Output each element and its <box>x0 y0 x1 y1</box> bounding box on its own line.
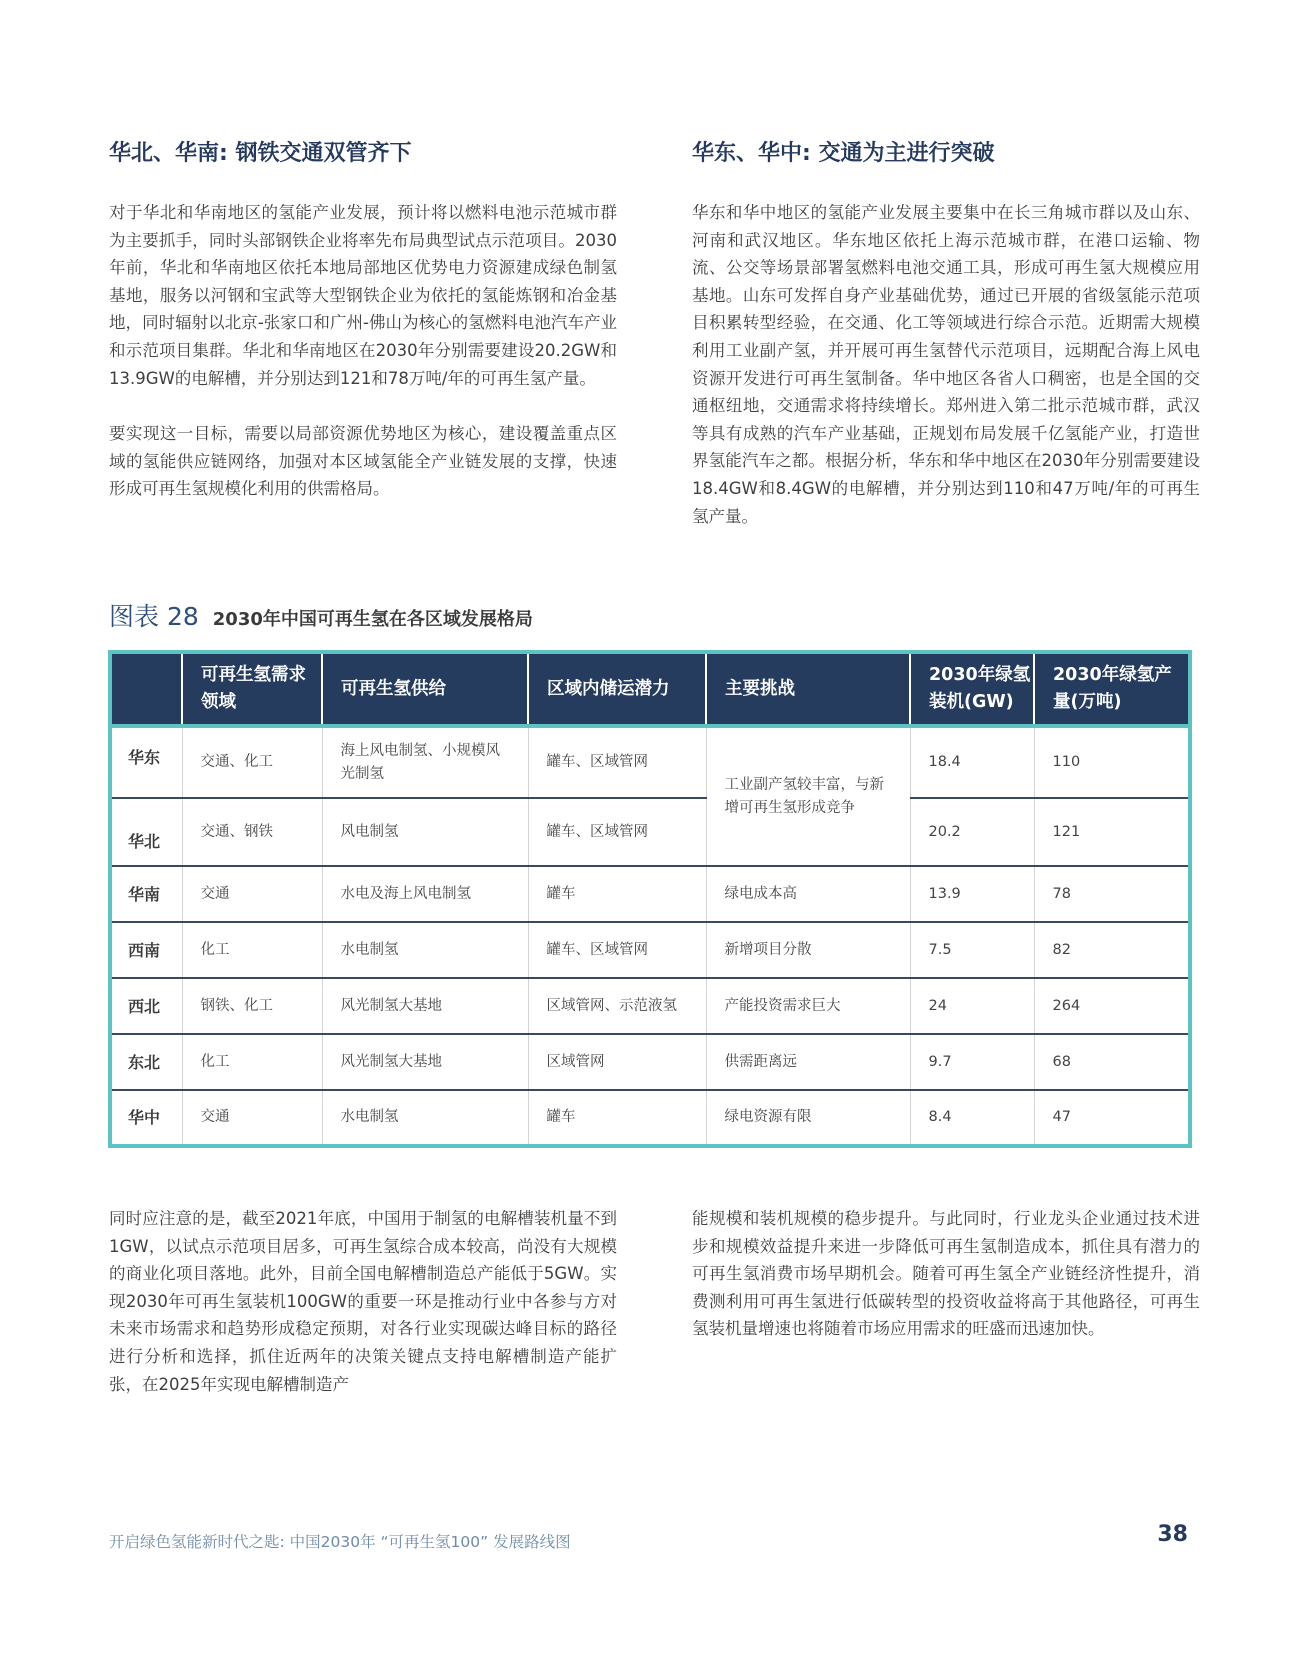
cell-capacity: 7.5 <box>910 922 1034 978</box>
header-challenge: 主要挑战 <box>706 654 910 726</box>
footer-title: 开启绿色氢能新时代之匙: 中国2030年 “可再生氢100” 发展路线图 <box>109 1533 571 1551</box>
table-row <box>112 866 1188 922</box>
cell-region: 华东 <box>128 748 161 767</box>
cell-region: 华中 <box>112 1090 182 1144</box>
cell-demand: 交通、钢铁 <box>182 798 322 866</box>
cell-supply: 水电制氢 <box>322 922 528 978</box>
cell-demand: 交通 <box>182 1090 322 1144</box>
region-table <box>108 650 1192 1148</box>
table-row <box>112 726 1188 798</box>
cell-capacity: 24 <box>910 978 1034 1034</box>
section-heading-east-central: 华东、华中: 交通为主进行突破 <box>692 141 995 166</box>
header-storage: 区域内储运潜力 <box>528 654 706 726</box>
table-row <box>112 798 1188 866</box>
cell-supply: 风电制氢 <box>322 798 528 866</box>
cell-region: 华北 <box>112 798 182 866</box>
cell-storage: 罐车 <box>528 866 706 922</box>
cell-supply: 海上风电制氢、小规模风光制氢 <box>322 726 528 798</box>
paragraph: 对于华北和华南地区的氢能产业发展，预计将以燃料电池示范城市群为主要抓手，同时头部钢铁企业将率先布局典型试点示范项目。2030年前，华北和华南地区依托本地局部地区优势电力资源建成绿色制氢基地，服务以河钢和宝武等大型钢铁企业为依托的氢能炼钢和冶金基地，同时辐射以北京-张家口和广州-佛山为核心的氢燃料电池汽车产业和示范项目集群。华北和华南地区在2030年分别需要建设20.2GW和13.9GW的电解槽，并分别达到121和78万吨/年的可再生氢产量。 <box>109 203 617 388</box>
cell-capacity: 9.7 <box>910 1034 1034 1090</box>
cell-demand: 化工 <box>182 922 322 978</box>
cell-output: 264 <box>1034 978 1188 1034</box>
cell-challenge: 工业副产氢较丰富，与新增可再生氢形成竞争 <box>706 726 910 866</box>
cell-capacity: 8.4 <box>910 1090 1034 1144</box>
cell-challenge: 产能投资需求巨大 <box>706 978 910 1034</box>
cell-storage: 区域管网 <box>528 1034 706 1090</box>
cell-storage: 罐车、区域管网 <box>528 798 706 866</box>
paragraph: 能规模和装机规模的稳步提升。与此同时，行业龙头企业通过技术进步和规模效益提升来进一步降低可再生氢制造成本，抓住具有潜力的可再生氢消费市场早期机会。随着可再生氢全产业链经济性提升，消费测利用可再生氢进行低碳转型的投资收益将高于其他路径，可再生氢装机量增速也将随着市场应用需求的旺盛而迅速加快。 <box>692 1209 1200 1339</box>
right-column <box>692 139 1200 530</box>
cell-output: 78 <box>1034 866 1188 922</box>
cell-storage: 罐车 <box>528 1090 706 1144</box>
cell-challenge: 新增项目分散 <box>706 922 910 978</box>
cell-output: 110 <box>1034 726 1188 798</box>
cell-demand: 钢铁、化工 <box>182 978 322 1034</box>
cell-capacity: 13.9 <box>910 866 1034 922</box>
table-row <box>112 922 1188 978</box>
section-heading-north-south: 华北、华南: 钢铁交通双管齐下 <box>109 141 412 166</box>
cell-supply: 水电及海上风电制氢 <box>322 866 528 922</box>
figure-title <box>109 597 533 633</box>
paragraph: 华东和华中地区的氢能产业发展主要集中在长三角城市群以及山东、河南和武汉地区。华东地区依托上海示范城市群，在港口运输、物流、公交等场景部署氢燃料电池交通工具，形成可再生氢大规模应用基地。山东可发挥自身产业基础优势，通过已开展的省级氢能示范项目积累转型经验，在交通、化工等领域进行综合示范。近期需大规模利用工业副产氢，并开展可再生氢替代示范项目，远期配合海上风电资源开发进行可再生氢制备。华中地区各省人口稠密，也是全国的交通枢纽地，交通需求将持续增长。郑州进入第二批示范城市群，武汉等具有成熟的汽车产业基础，正规划布局发展千亿氢能产业，打造世界氢能汽车之都。根据分析，华东和华中地区在2030年分别需要建设18.4GW和8.4GW的电解槽，并分别达到110和47万吨/年的可再生氢产量。 <box>692 203 1200 526</box>
cell-demand: 化工 <box>182 1034 322 1090</box>
cell-demand: 交通 <box>182 866 322 922</box>
table-row <box>112 1034 1188 1090</box>
figure-number: 图表 28 <box>109 602 199 631</box>
header-demand: 可再生氢需求领域 <box>182 654 322 726</box>
cell-region: 西北 <box>112 978 182 1034</box>
cell-challenge: 供需距离远 <box>706 1034 910 1090</box>
table-row <box>112 978 1188 1034</box>
paragraph: 要实现这一目标，需要以局部资源优势地区为核心，建设覆盖重点区域的氢能供应链网络，加强对本区域氢能全产业链发展的支撑，快速形成可再生氢规模化利用的供需格局。 <box>109 424 617 499</box>
cell-region: 东北 <box>112 1034 182 1090</box>
cell-storage: 罐车、区域管网 <box>528 726 706 798</box>
cell-storage: 区域管网、示范液氢 <box>528 978 706 1034</box>
left-column <box>109 139 617 503</box>
figure-caption: 2030年中国可再生氢在各区域发展格局 <box>212 609 533 630</box>
header-capacity: 2030年绿氢装机(GW) <box>910 654 1034 726</box>
table-header-row <box>112 654 1188 726</box>
table-row <box>112 1090 1188 1144</box>
cell-demand: 交通、化工 <box>182 726 322 798</box>
header-supply: 可再生氢供给 <box>322 654 528 726</box>
cell-supply: 风光制氢大基地 <box>322 978 528 1034</box>
cell-region: 西南 <box>112 922 182 978</box>
cell-output: 68 <box>1034 1034 1188 1090</box>
cell-challenge: 绿电资源有限 <box>706 1090 910 1144</box>
cell-region: 华南 <box>112 866 182 922</box>
cell-storage: 罐车、区域管网 <box>528 922 706 978</box>
paragraph: 同时应注意的是，截至2021年底，中国用于制氢的电解槽装机量不到1GW，以试点示范项目居多，可再生氢综合成本较高，尚没有大规模的商业化项目落地。此外，目前全国电解槽制造总产能低于5GW。实现2030年可再生氢装机100GW的重要一环是推动行业中各参与方对未来市场需求和趋势形成稳定预期，对各行业实现碳达峰目标的路径进行分析和选择，抓住近两年的决策关键点支持电解槽制造产能扩张，在2025年实现电解槽制造产 <box>109 1209 617 1394</box>
header-region <box>112 654 182 726</box>
cell-capacity: 20.2 <box>910 798 1034 866</box>
page-number: 38 <box>1157 1522 1188 1547</box>
header-output: 2030年绿氢产量(万吨) <box>1034 654 1188 726</box>
cell-capacity: 18.4 <box>910 726 1034 798</box>
cell-output: 47 <box>1034 1090 1188 1144</box>
cell-output: 121 <box>1034 798 1188 866</box>
cell-supply: 风光制氢大基地 <box>322 1034 528 1090</box>
cell-supply: 水电制氢 <box>322 1090 528 1144</box>
bottom-left-column <box>109 1205 617 1398</box>
cell-challenge: 绿电成本高 <box>706 866 910 922</box>
bottom-right-column <box>692 1205 1200 1343</box>
cell-output: 82 <box>1034 922 1188 978</box>
